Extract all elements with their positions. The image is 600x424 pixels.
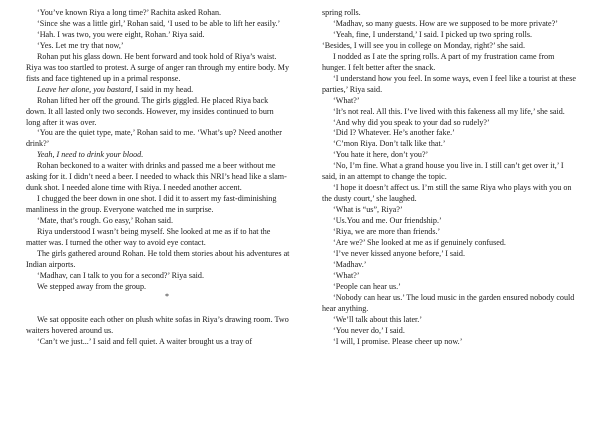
paragraph: ‘Since she was a little girl,’ Rohan said, ‘I used to be able to lift her easily.’ xyxy=(37,18,281,28)
paragraph: Riya understood I wasn’t being myself. She looked at me as if to hat the matter was. I turned the other way to avoid eye contact. xyxy=(26,227,271,248)
paragraph: ‘You hate it here, don’t you?’ xyxy=(333,150,429,160)
paragraph: ‘What?’ xyxy=(333,270,360,280)
paragraph: ‘What is “us”, Riya?’ xyxy=(333,205,403,215)
paragraph: ‘You’ve known Riya a long time?’ Rachita asked Rohan. xyxy=(37,8,222,17)
paragraph: ‘What?’ xyxy=(333,95,360,105)
italic-thought: Leave her alone, you bastard, xyxy=(37,84,134,94)
paragraph: ‘Madhav, so many guests. How are we supposed to be more private?’ xyxy=(333,18,558,28)
paragraph: ‘You never do,’ I said. xyxy=(333,325,405,335)
paragraph: ‘Riya, we are more than friends.’ xyxy=(333,227,441,237)
paragraph: ‘It’s not real. All this. I’ve lived with this fakeness all my life,’ she said. xyxy=(333,106,565,116)
paragraph: ‘People can hear us.’ xyxy=(333,281,401,291)
paragraph: ‘I’ve never kissed anyone before,’ I said. xyxy=(333,248,465,258)
left-page-column xyxy=(26,8,290,348)
paragraph: spring rolls. xyxy=(322,8,361,17)
paragraph: ‘Can’t we just...’ I said and fell quiet. A waiter brought us a tray of xyxy=(37,336,253,346)
paragraph: ‘No, I’m fine. What a grand house you live in. I still can’t get over it,’ I said, in an attempt to change the topic. xyxy=(322,161,564,182)
paragraph: ‘I understand how you feel. In some ways, even I feel like a tourist at these parties,’ Riya said. xyxy=(322,73,576,94)
paragraph: ‘Madhav.’ xyxy=(333,259,367,269)
paragraph: ‘Madhav, can I talk to you for a second?’ Riya said. xyxy=(37,270,204,280)
paragraph: ‘Besides, I will see you in college on Monday, right?’ she said. xyxy=(322,40,525,50)
paragraph: ‘Nobody can hear us.’ The loud music in the garden ensured nobody could hear anything. xyxy=(322,292,575,313)
paragraph: We sat opposite each other on plush white sofas in Riya’s drawing room. Two waiters hovered around us. xyxy=(26,314,289,335)
paragraph: ‘Are we?’ She looked at me as if genuinely confused. xyxy=(333,238,506,248)
paragraph: ‘Mate, that’s rough. Go easy,’ Rohan said. xyxy=(37,216,173,226)
paragraph: Yeah, I need to drink your blood. xyxy=(37,150,144,160)
paragraph: ‘I hope it doesn’t affect us. I’m still the same Riya who plays with you on the dusty court,’ she laughed. xyxy=(322,183,572,204)
paragraph: ‘Did I? Whatever. He’s another fake.’ xyxy=(333,128,455,138)
paragraph: ‘We’ll talk about this later.’ xyxy=(333,314,423,324)
paragraph: ‘Yeah, fine, I understand,’ I said. I picked up two spring rolls. xyxy=(333,29,533,39)
paragraph: ‘C’mon Riya. Don’t talk like that.’ xyxy=(333,139,446,149)
paragraph: ‘Hah. I was two, you were eight, Rohan.’ Riya said. xyxy=(37,29,205,39)
paragraph: We stepped away from the group. xyxy=(37,281,147,291)
paragraph: I nodded as I ate the spring rolls. A part of my frustration came from hunger. I felt better after the snack. xyxy=(322,51,555,72)
paragraph: ‘And why did you speak to your dad so rudely?’ xyxy=(333,117,490,127)
paragraph: Rohan lifted her off the ground. The girls giggled. He placed Riya back down. It all lasted only two seconds. However, my insides continued to burn long after it was over. xyxy=(26,95,274,127)
paragraph: ‘Yes. Let me try that now,’ xyxy=(37,40,124,50)
paragraph xyxy=(26,85,290,96)
paragraph: ‘Us.You and me. Our friendship.’ xyxy=(333,216,442,226)
paragraph: The girls gathered around Rohan. He told them stories about his adventures at Indian airports. xyxy=(26,248,290,269)
paragraph: Rohan put his glass down. He bent forward and took hold of Riya’s waist. Riya was too startled to protest. A surge of anger ran through my entire body. My fists and face tightened up in a primal response. xyxy=(26,51,289,83)
section-break: * xyxy=(164,292,170,301)
right-page-column xyxy=(322,8,580,348)
paragraph: I chugged the beer down in one shot. I did it to assert my fast-diminishing manliness in the group. Everyone watched me in surprise. xyxy=(26,194,277,215)
thought-tail: I said in my head. xyxy=(133,84,194,94)
paragraph: ‘You are the quiet type, mate,’ Rohan said to me. ‘What’s up? Need another drink?’ xyxy=(26,128,282,149)
paragraph: Rohan beckoned to a waiter with drinks and passed me a beer without me asking for it. I didn’t need a beer. I needed to whack this NRI’s head like a slam-dunk shot. I needed alone time with Riya. I needed another accent. xyxy=(26,161,287,193)
paragraph: ‘I will, I promise. Please cheer up now.’ xyxy=(333,336,463,346)
